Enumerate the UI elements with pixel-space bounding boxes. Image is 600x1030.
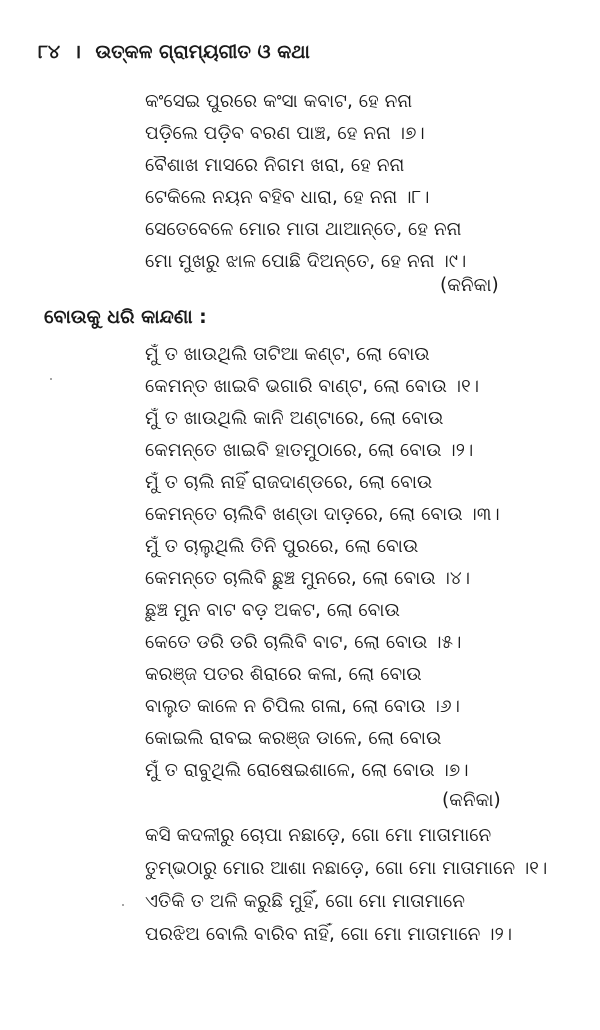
- verse-line: ମୁଁ ତ ଚାଲୁଥିଲି ତିନି ପୁରରେ, ଲୋ ବୋଉ: [145, 536, 419, 557]
- verse-line: ବାଲୁତ କାଳେ ନ ଚିପିଲ ଗଳା, ଲୋ ବୋଉ ।୬।: [145, 696, 460, 717]
- section-heading: ବୋଉକୁ ଧରି କାନ୍ଦଣା :: [44, 306, 207, 328]
- page-number: ୮୪: [38, 41, 61, 63]
- verse-line: କରଞ୍ଜ ପତର ଶିରାରେ କଳା, ଲୋ ବୋଉ: [145, 664, 422, 685]
- verse-line: ଏତିକି ତ ଅଳି କରୁଛି ମୁହିଁ, ଗୋ ମୋ ମାତାମାନେ: [145, 891, 465, 912]
- verse-line: ବୈଶାଖ ମାସରେ ନିଗମ ଖରା, ହେ ନନା: [145, 155, 405, 176]
- verse-line: ମୁଁ ତ ଚାଲି ନାହିଁ ରାଜଦାଣ୍ଡରେ, ଲୋ ବୋଉ: [145, 472, 433, 493]
- verse-line: ତୁମ୍ଭଠାରୁ ମୋର ଆଶା ନଛାଡ଼େ, ଗୋ ମୋ ମାତାମାନେ ।୧।: [145, 858, 548, 879]
- verse-line: ପଡ଼ିଲେ ପଡ଼ିବ ବରଣ ପାଞ୍ଚ, ହେ ନନା ।୭।: [145, 123, 425, 144]
- verse-line: କେମନ୍ତ ଖାଇବି ଭଗାରି ବାଣ୍ଟ, ଲୋ ବୋଉ ।୧।: [145, 376, 480, 397]
- verse-line: କେମନ୍ତେ ଚାଲିବି ଛୁଞ୍ଚ ମୁନରେ, ଲୋ ବୋଉ ।୪।: [145, 568, 471, 589]
- scan-speck: [50, 378, 52, 380]
- attribution: (କନିକା): [442, 790, 501, 811]
- verse-line: ମୁଁ ତ ଖାଉଥିଲି ତାଟିଆ କଣ୍ଟ, ଲୋ ବୋଉ: [145, 344, 430, 365]
- verse-line: ପରଝିଅ ବୋଲି ବାରିବ ନାହିଁ, ଗୋ ମୋ ମାତାମାନେ ।୨।: [145, 924, 513, 945]
- verse-line: କସି କଦଳୀରୁ ଚୋପା ନଛାଡ଼େ, ଗୋ ମୋ ମାତାମାନେ: [145, 825, 492, 846]
- attribution: (କନିକା): [440, 275, 499, 296]
- page-header: [38, 38, 310, 64]
- verse-line: କୋଇଲି ରାବଇ କରଞ୍ଜ ଡାଳେ, ଲୋ ବୋଉ: [145, 728, 442, 749]
- verse-line: କଂସେଇ ପୁରରେ କଂସା କବାଟ, ହେ ନନା: [145, 91, 413, 112]
- header-separator: ।: [74, 41, 82, 63]
- verse-line: ମୋ ମୁଖରୁ ଝାଳ ପୋଛି ଦିଅନ୍ତେ, ହେ ନନା ।୯।: [145, 251, 467, 272]
- verse-line: ଛୁଞ୍ଚ ମୁନ ବାଟ ବଡ଼ ଅକଟ, ଲୋ ବୋଉ: [145, 600, 400, 621]
- verse-line: ମୁଁ ତ ରାବୁଥିଲି ରୋଷେଇଶାଳେ, ଲୋ ବୋଉ ।୭।: [145, 760, 469, 781]
- book-title: ଉତ୍କଳ ଗ୍ରାମ୍ୟଗୀତ ଓ କଥା: [95, 41, 310, 63]
- verse-line: କେମନ୍ତେ ଖାଇବି ହାତମୁଠାରେ, ଲୋ ବୋଉ ।୨।: [145, 440, 474, 461]
- verse-line: ମୁଁ ତ ଖାଉଥିଲି କାନି ଅଣ୍ଟାରେ, ଲୋ ବୋଉ: [145, 408, 444, 429]
- scan-speck: [122, 904, 124, 906]
- verse-line: ଟେକିଲେ ନୟନ ବହିବ ଧାରା, ହେ ନନା ।୮।: [145, 187, 430, 208]
- verse-line: ସେତେବେଳେ ମୋର ମାତା ଥାଆନ୍ତେ, ହେ ନନା: [145, 219, 462, 240]
- verse-line: କେମନ୍ତେ ଚାଲିବି ଖଣ୍ଡା ଦାଡ଼ରେ, ଲୋ ବୋଉ ।୩।: [145, 504, 500, 525]
- verse-line: କେତେ ଡରି ଡରି ଚାଲିବି ବାଟ, ଲୋ ବୋଉ ।୫।: [145, 632, 462, 653]
